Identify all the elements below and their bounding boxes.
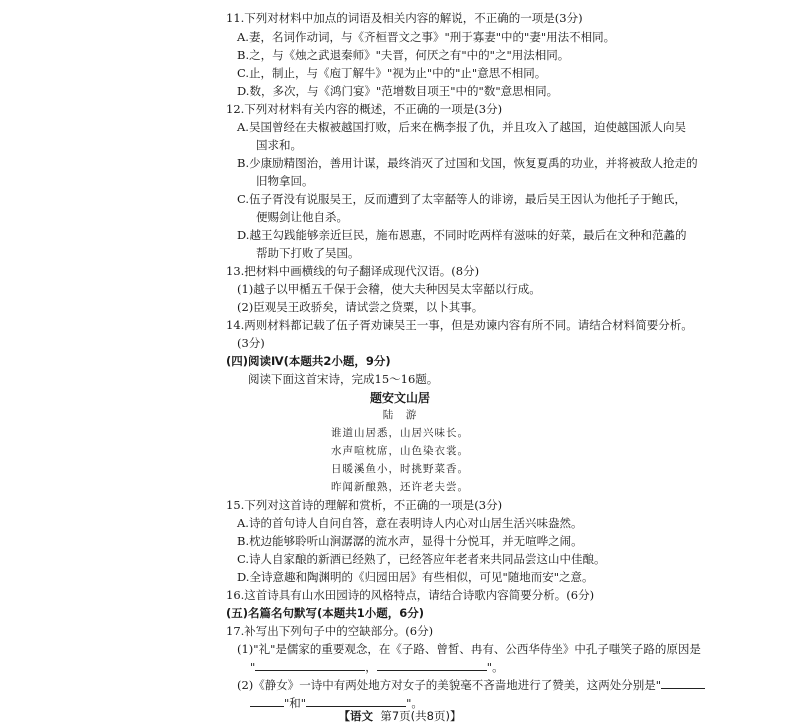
q14-stem-line1: 14.两则材料都记载了伍子胥劝谏吴王一事，但是劝谏内容有所不同。请结合材料简要分析。 — [226, 318, 693, 332]
q12-option-b-line1: B.少康励精图治，善用计谋，最终消灭了过国和戈国，恢复夏禹的功业，并将被敌人抢走的 — [237, 156, 698, 170]
poem-line-3: 日暖溪鱼小，时挑野菜香。 — [331, 463, 469, 475]
q12-option-c-line1: C.伍子胥没有说服吴王，反而遭到了太宰嚭等人的诽谤，最后吴王因认为他托子于鲍氏， — [237, 192, 687, 206]
section-4-heading: (四)阅读Ⅳ(本题共2小题，9分) — [226, 354, 391, 368]
q15-option-b: B.枕边能够聆听山涧潺潺的流水声，显得十分悦耳，并无喧哗之闹。 — [237, 534, 583, 548]
q12-option-d-line1: D.越王勾践能够亲近巨民，施布恩惠，不同时吃两样有滋味的好菜，最后在文种和范蠡的 — [237, 228, 687, 242]
q11-option-c: C.止，制止，与《庖丁解牛》"视为止"中的"止"意思不相同。 — [237, 66, 547, 80]
answer-blank-2[interactable] — [377, 659, 487, 671]
answer-blank-3[interactable] — [661, 677, 705, 689]
q17-stem: 17.补写出下列句子中的空缺部分。(6分) — [226, 624, 434, 638]
q14-stem-line2: (3分) — [237, 336, 265, 350]
q12-option-a-line1: A.吴国曾经在夫椒被越国打败，后来在檇李报了仇，并且攻入了越国，迫使越国派人向吴 — [237, 120, 686, 134]
poem-title: 题安文山居 — [369, 391, 430, 405]
q11-option-a: A.妻，名词作动词，与《齐桓晋文之事》"刑于寡妻"中的"妻"用法不相同。 — [237, 30, 616, 44]
q12-option-a-line2: 国求和。 — [256, 138, 302, 152]
page-footer: 【语文 第7页(共8页)】 — [338, 709, 462, 723]
poem-line-2: 水声喧枕席，山色染衣裳。 — [331, 445, 469, 457]
q11-stem: 11.下列对材料中加点的词语及相关内容的解说，不正确的一项是(3分) — [226, 11, 583, 25]
q12-option-b-line2: 旧物拿回。 — [256, 174, 314, 188]
q12-option-c-line2: 便赐剑让他自杀。 — [256, 210, 348, 224]
q17-part-1-answer-line: " ， "。 — [250, 660, 504, 674]
q17-part-2-answer-line: "和" "。 — [250, 695, 423, 711]
q13-sentence-2: (2)臣观吴王政骄矣，请试尝之贷粟，以卜其事。 — [237, 300, 484, 314]
q13-stem: 13.把材料中画横线的句子翻译成现代汉语。(8分) — [226, 264, 480, 278]
answer-blank-3-cont[interactable] — [250, 695, 284, 707]
q16-stem: 16.这首诗具有山水田园诗的风格特点，请结合诗歌内容简要分析。(6分) — [226, 588, 595, 602]
section-5-heading: (五)名篇名句默写(本题共1小题，6分) — [226, 606, 425, 620]
q15-stem: 15.下列对这首诗的理解和赏析，不正确的一项是(3分) — [226, 498, 503, 512]
answer-blank-1[interactable] — [255, 659, 365, 671]
poem-line-4: 昨闻新酿熟，还许老夫尝。 — [331, 481, 469, 493]
q15-option-a: A.诗的首句诗人自问自答，意在表明诗人内心对山居生活兴味盎然。 — [237, 516, 583, 530]
section-4-intro: 阅读下面这首宋诗，完成15～16题。 — [248, 372, 439, 386]
q17-part-1-prompt: (1)"礼"是儒家的重要观念，在《子路、曾皙、冉有、公西华侍坐》中孔子嗤笑子路的原因是 — [237, 642, 701, 656]
q11-option-b: B.之，与《烛之武退秦师》"夫晋，何厌之有"中的"之"用法相同。 — [237, 48, 570, 62]
poem-author: 陆 游 — [382, 409, 418, 421]
poem-line-1: 谁道山居悉，山居兴味长。 — [331, 427, 469, 439]
q11-option-d: D.数，多次，与《鸿门宴》"范增数目项王"中的"数"意思相同。 — [237, 84, 559, 98]
q13-sentence-1: (1)越子以甲楯五千保于会稽，使大夫种因吴太宰嚭以行成。 — [237, 282, 541, 296]
answer-blank-4[interactable] — [306, 695, 406, 707]
q15-option-c: C.诗人自家酿的新酒已经熟了，已经答应年老者来共同品尝这山中佳酿。 — [237, 552, 606, 566]
q15-option-d: D.全诗意趣和陶渊明的《归园田居》有些相似，可见"随地而安"之意。 — [237, 570, 594, 584]
q17-part-2-prompt: (2)《静女》一诗中有两处地方对女子的美貌毫不吝啬地进行了赞美，这两处分别是" — [237, 677, 705, 693]
q12-stem: 12.下列对材料有关内容的概述，不正确的一项是(3分) — [226, 102, 503, 116]
q12-option-d-line2: 帮助下打败了吴国。 — [256, 246, 360, 260]
